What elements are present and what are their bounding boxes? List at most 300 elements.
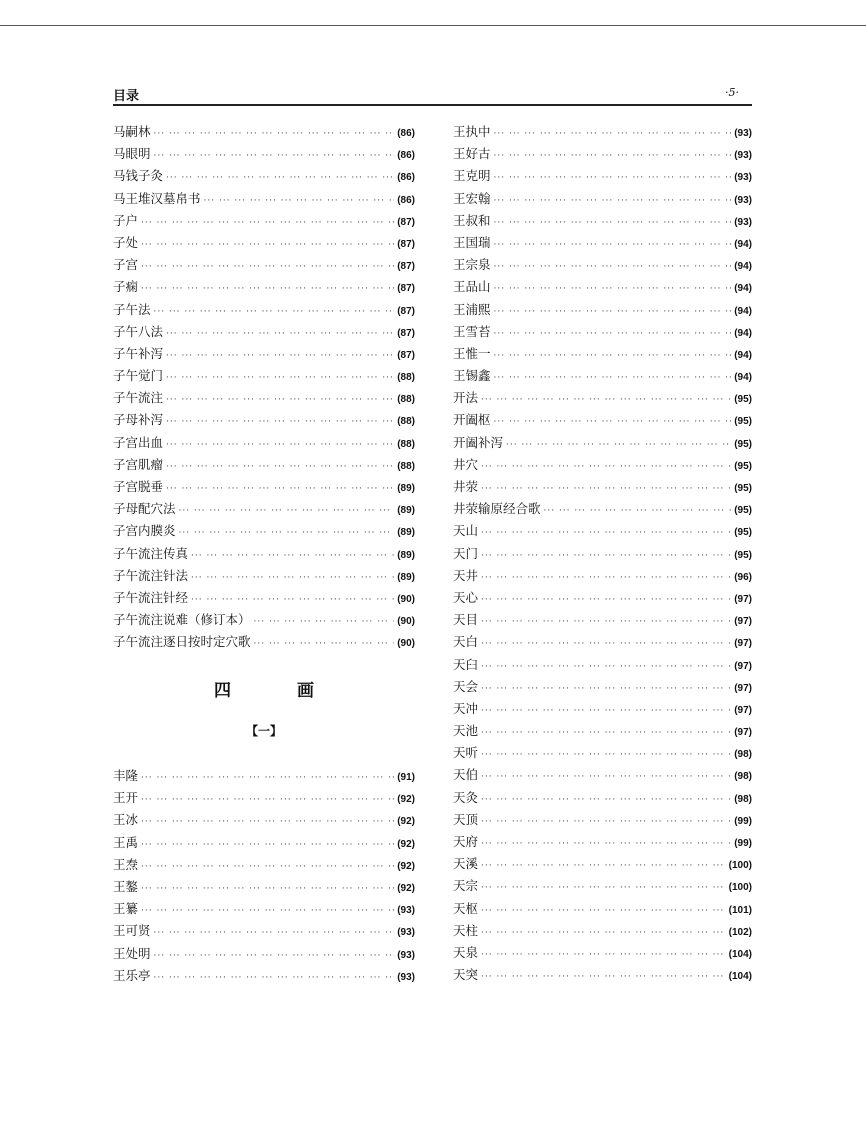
dot-leader: [166, 462, 394, 472]
toc-entry: [113, 144, 415, 166]
dot-leader: [141, 773, 394, 783]
entry-name: 子户: [113, 212, 139, 228]
entry-page: (97): [734, 727, 752, 739]
toc-entry: [453, 233, 752, 255]
toc-entry: [453, 876, 752, 898]
entry-name: 马嗣林: [113, 124, 151, 139]
page-number: ·5·: [725, 86, 739, 99]
dot-leader: [494, 329, 732, 339]
entry-page: (94): [734, 327, 752, 339]
toc-left-column: [113, 122, 415, 655]
entry-page: (102): [728, 926, 752, 938]
dot-leader: [481, 462, 731, 472]
entry-page: (90): [397, 616, 415, 628]
dot-leader: [191, 595, 394, 605]
dot-leader: [481, 617, 731, 627]
entry-name: 王宗泉: [453, 257, 491, 273]
entry-name: 子痫: [113, 279, 139, 295]
entry-page: (86): [397, 150, 415, 162]
entry-page: (86): [397, 128, 415, 139]
entry-name: 王品山: [453, 279, 491, 295]
toc-entry: [113, 610, 415, 632]
entry-page: (95): [734, 549, 752, 561]
dot-leader: [179, 528, 395, 538]
entry-name: 子宫: [113, 257, 139, 273]
dot-leader: [494, 373, 732, 383]
dot-leader: [166, 351, 394, 361]
toc-entry: [113, 166, 415, 188]
dot-leader: [141, 218, 394, 228]
toc-entry: [113, 921, 415, 943]
dot-leader: [141, 862, 394, 872]
entry-page: (88): [397, 416, 415, 428]
dot-leader: [254, 617, 395, 627]
entry-page: (89): [397, 505, 415, 517]
dot-leader: [254, 639, 395, 649]
toc-entry: [453, 788, 752, 810]
entry-page: (93): [734, 128, 752, 139]
dot-leader: [141, 906, 394, 916]
dot-leader: [481, 795, 731, 805]
entry-name: 井穴: [453, 456, 479, 472]
toc-entry: [453, 477, 752, 499]
entry-name: 马王堆汉墓帛书: [113, 190, 201, 206]
entry-name: 天冲: [453, 700, 479, 716]
toc-entry: [113, 388, 415, 410]
entry-name: 开阖枢: [453, 412, 491, 428]
toc-entry: [453, 699, 752, 721]
toc-entry: [453, 655, 752, 677]
entry-page: (94): [734, 372, 752, 384]
toc-entry: [453, 366, 752, 388]
dot-leader: [481, 883, 726, 893]
toc-entry: [453, 677, 752, 699]
entry-name: 子午流注逐日按时定穴歌: [113, 634, 251, 650]
entry-name: 天宗: [453, 878, 479, 894]
toc-right-column: [453, 122, 752, 987]
dot-leader: [494, 129, 732, 139]
entry-page: (87): [397, 305, 415, 317]
entry-name: 子宫脱垂: [113, 479, 164, 494]
entry-page: (104): [728, 971, 752, 983]
entry-page: (93): [397, 905, 415, 917]
entry-name: 天池: [453, 723, 479, 739]
entry-name: 天门: [453, 545, 479, 561]
top-divider: [0, 25, 866, 26]
entry-name: 天府: [453, 834, 479, 849]
dot-leader: [481, 706, 731, 716]
entry-page: (89): [397, 549, 415, 561]
entry-name: 子母补泻: [113, 412, 164, 428]
dot-leader: [141, 817, 394, 827]
entry-page: (94): [734, 349, 752, 361]
dot-leader: [191, 551, 394, 561]
toc-entry: [453, 388, 752, 410]
dot-leader: [494, 262, 732, 272]
entry-page: (94): [734, 305, 752, 317]
entry-name: 子处: [113, 234, 139, 250]
entry-name: 王执中: [453, 124, 491, 139]
toc-entry: [453, 721, 752, 743]
toc-entry: [113, 566, 415, 588]
entry-page: (87): [397, 349, 415, 361]
entry-name: 王好古: [453, 146, 491, 162]
toc-entry: [453, 277, 752, 299]
toc-entry: [453, 211, 752, 233]
entry-page: (100): [728, 882, 752, 894]
toc-entry: [113, 544, 415, 566]
dot-leader: [481, 861, 726, 871]
dot-leader: [154, 151, 395, 161]
dot-leader: [481, 528, 731, 538]
dot-leader: [481, 750, 731, 760]
toc-entry: [113, 255, 415, 277]
dot-leader: [494, 240, 732, 250]
dot-leader: [154, 307, 395, 317]
entry-page: (95): [734, 527, 752, 539]
entry-name: 子宫内膜炎: [113, 523, 176, 539]
entry-page: (92): [397, 882, 415, 894]
dot-leader: [154, 928, 395, 938]
dot-leader: [494, 307, 732, 317]
entry-page: (97): [734, 704, 752, 716]
entry-page: (93): [397, 927, 415, 939]
dot-leader: [494, 173, 732, 183]
header-title: 目录: [113, 89, 140, 104]
entry-name: 子午法: [113, 301, 151, 317]
dot-leader: [204, 196, 395, 206]
entry-page: (94): [734, 261, 752, 273]
dot-leader: [166, 417, 394, 427]
dot-leader: [141, 884, 394, 894]
toc-entry: [113, 410, 415, 432]
dot-leader: [481, 551, 731, 561]
dot-leader: [481, 484, 731, 494]
entry-name: 子午流注传真: [113, 545, 189, 561]
entry-page: (88): [397, 438, 415, 450]
entry-page: (98): [734, 771, 752, 783]
entry-page: (99): [734, 838, 752, 849]
dot-leader: [481, 395, 731, 405]
entry-page: (95): [734, 438, 752, 450]
toc-entry: [453, 610, 752, 632]
entry-page: (95): [734, 416, 752, 428]
entry-name: 王开: [113, 790, 139, 806]
toc-entry: [453, 832, 752, 854]
dot-leader: [166, 484, 394, 494]
dot-leader: [481, 839, 731, 849]
dot-leader: [494, 151, 732, 161]
entry-page: (89): [397, 483, 415, 494]
entry-name: 马眼明: [113, 146, 151, 162]
entry-page: (87): [397, 216, 415, 228]
entry-name: 子午觉门: [113, 368, 164, 384]
dot-leader: [166, 173, 394, 183]
dot-leader: [494, 417, 732, 427]
section-subtitle: 【一】: [245, 724, 282, 738]
entry-page: (90): [397, 593, 415, 605]
entry-page: (101): [728, 904, 752, 916]
entry-page: (98): [734, 793, 752, 805]
entry-page: (92): [397, 794, 415, 806]
dot-leader: [481, 928, 726, 938]
toc-entry: [453, 943, 752, 965]
entry-page: (89): [397, 571, 415, 583]
entry-page: (97): [734, 682, 752, 694]
entry-name: 天柱: [453, 922, 479, 938]
toc-entry: [453, 743, 752, 765]
dot-leader: [481, 639, 731, 649]
dot-leader: [141, 284, 394, 294]
dot-leader: [141, 262, 394, 272]
entry-name: 井荥: [453, 479, 479, 494]
entry-name: 天目: [453, 612, 479, 628]
entry-name: 王禹: [113, 834, 139, 850]
toc-entry: [453, 344, 752, 366]
dot-leader: [141, 795, 394, 805]
entry-page: (88): [397, 394, 415, 406]
entry-page: (104): [728, 948, 752, 960]
entry-page: (90): [397, 638, 415, 650]
dot-leader: [166, 395, 394, 405]
entry-name: 马钱子灸: [113, 168, 164, 184]
dot-leader: [494, 284, 732, 294]
toc-entry: [453, 566, 752, 588]
entry-name: 丰隆: [113, 768, 139, 783]
toc-entry: [453, 521, 752, 543]
entry-name: 子午流注: [113, 390, 164, 406]
dot-leader: [481, 573, 731, 583]
entry-page: (89): [397, 527, 415, 539]
entry-page: (93): [734, 194, 752, 206]
entry-page: (87): [397, 261, 415, 273]
dot-leader: [494, 196, 732, 206]
entry-name: 王宏翰: [453, 190, 491, 206]
toc-entry: [453, 433, 752, 455]
toc-entry: [113, 433, 415, 455]
toc-entry: [453, 322, 752, 344]
entry-name: 子午补泻: [113, 345, 164, 361]
toc-entry: [113, 344, 415, 366]
entry-page: (87): [397, 238, 415, 250]
toc-section-column: [113, 766, 415, 988]
entry-name: 开阖补泻: [453, 434, 504, 450]
toc-entry: [113, 899, 415, 921]
entry-name: 王惟一: [453, 345, 491, 361]
dot-leader: [481, 972, 726, 982]
toc-entry: [453, 632, 752, 654]
entry-page: (97): [734, 616, 752, 628]
entry-page: (97): [734, 660, 752, 672]
entry-name: 王乐亭: [113, 967, 151, 983]
toc-entry: [113, 300, 415, 322]
entry-page: (97): [734, 593, 752, 605]
entry-name: 天会: [453, 678, 479, 694]
entry-name: 天白: [453, 634, 479, 650]
toc-entry: [113, 477, 415, 499]
dot-leader: [141, 240, 394, 250]
entry-name: 天溪: [453, 856, 479, 872]
dot-leader: [141, 840, 394, 850]
entry-name: 天井: [453, 567, 479, 583]
entry-name: 王雪苔: [453, 323, 491, 339]
dot-leader: [166, 440, 394, 450]
dot-leader: [544, 506, 732, 516]
toc-entry: [453, 921, 752, 943]
entry-name: 子午八法: [113, 323, 164, 339]
entry-page: (95): [734, 460, 752, 472]
toc-entry: [453, 854, 752, 876]
entry-name: 子母配穴法: [113, 501, 176, 517]
entry-name: 天听: [453, 745, 479, 761]
entry-name: 天突: [453, 967, 479, 983]
entry-name: 子宫出血: [113, 434, 164, 450]
dot-leader: [481, 728, 731, 738]
entry-name: 子宫肌瘤: [113, 456, 164, 472]
entry-page: (92): [397, 816, 415, 828]
entry-name: 天泉: [453, 944, 479, 960]
toc-entry: [453, 300, 752, 322]
entry-name: 王可贤: [113, 923, 151, 939]
toc-entry: [113, 233, 415, 255]
dot-leader: [166, 373, 394, 383]
toc-entry: [113, 944, 415, 966]
entry-name: 天臼: [453, 656, 479, 672]
entry-page: (95): [734, 394, 752, 406]
entry-page: (97): [734, 638, 752, 650]
dot-leader: [179, 506, 395, 516]
entry-page: (92): [397, 838, 415, 850]
toc-entry: [453, 810, 752, 832]
toc-entry: [453, 899, 752, 921]
entry-name: 王锡鑫: [453, 368, 491, 384]
entry-name: 井荥输原经合歌: [453, 501, 541, 517]
toc-entry: [453, 410, 752, 432]
entry-page: (94): [734, 238, 752, 250]
toc-entry: [113, 189, 415, 211]
dot-leader: [481, 595, 731, 605]
toc-entry: [453, 189, 752, 211]
entry-page: (93): [734, 172, 752, 184]
toc-entry: [113, 788, 415, 810]
entry-name: 天心: [453, 589, 479, 605]
entry-page: (99): [734, 815, 752, 827]
entry-name: 天山: [453, 523, 479, 539]
entry-name: 天伯: [453, 767, 479, 783]
entry-page: (87): [397, 283, 415, 295]
toc-entry: [113, 521, 415, 543]
toc-entry: [113, 122, 415, 144]
toc-entry: [453, 499, 752, 521]
entry-page: (98): [734, 749, 752, 761]
entry-page: (87): [397, 327, 415, 339]
section-title: 四 画: [214, 681, 314, 701]
toc-entry: [113, 766, 415, 788]
entry-name: 王冰: [113, 812, 139, 828]
toc-entry: [453, 144, 752, 166]
toc-entry: [113, 322, 415, 344]
toc-entry: [113, 211, 415, 233]
dot-leader: [494, 218, 732, 228]
dot-leader: [154, 973, 395, 983]
toc-entry: [113, 277, 415, 299]
dot-leader: [481, 662, 731, 672]
entry-page: (92): [397, 860, 415, 872]
entry-page: (100): [728, 860, 752, 872]
dot-leader: [481, 906, 726, 916]
entry-name: 王鏊: [113, 878, 139, 894]
entry-page: (95): [734, 483, 752, 494]
toc-entry: [113, 833, 415, 855]
toc-entry: [453, 765, 752, 787]
toc-entry: [453, 166, 752, 188]
entry-name: 天枢: [453, 900, 479, 916]
dot-leader: [191, 573, 394, 583]
dot-leader: [154, 951, 395, 961]
dot-leader: [494, 351, 732, 361]
toc-entry: [453, 122, 752, 144]
entry-page: (86): [397, 172, 415, 184]
entry-page: (93): [734, 216, 752, 228]
entry-name: 王克明: [453, 168, 491, 184]
entry-name: 天灸: [453, 789, 479, 805]
entry-page: (88): [397, 460, 415, 472]
entry-name: 王纂: [113, 901, 139, 917]
entry-name: 开法: [453, 390, 479, 406]
entry-name: 王焘: [113, 856, 139, 872]
toc-entry: [113, 455, 415, 477]
entry-page: (88): [397, 372, 415, 384]
entry-name: 子午流注针法: [113, 567, 189, 583]
entry-page: (95): [734, 505, 752, 517]
entry-page: (93): [397, 971, 415, 983]
header-rule: [113, 104, 752, 106]
entry-name: 子午流注说难（修订本）: [113, 612, 251, 628]
entry-name: 子午流注针经: [113, 589, 189, 605]
entry-name: 天顶: [453, 811, 479, 827]
toc-entry: [453, 965, 752, 987]
dot-leader: [481, 772, 731, 782]
toc-entry: [113, 877, 415, 899]
entry-page: (94): [734, 283, 752, 295]
dot-leader: [154, 129, 395, 139]
toc-entry: [113, 588, 415, 610]
entry-page: (96): [734, 571, 752, 583]
dot-leader: [506, 440, 731, 450]
entry-name: 王处明: [113, 945, 151, 961]
entry-page: (91): [397, 772, 415, 783]
toc-entry: [113, 855, 415, 877]
toc-entry: [113, 632, 415, 654]
entry-name: 王叔和: [453, 212, 491, 228]
entry-name: 王国瑞: [453, 234, 491, 250]
toc-entry: [453, 544, 752, 566]
toc-entry: [453, 455, 752, 477]
dot-leader: [481, 817, 731, 827]
toc-entry: [453, 588, 752, 610]
dot-leader: [481, 684, 731, 694]
toc-entry: [113, 810, 415, 832]
toc-entry: [113, 366, 415, 388]
entry-page: (93): [397, 949, 415, 961]
dot-leader: [166, 329, 394, 339]
toc-entry: [113, 966, 415, 988]
entry-page: (86): [397, 194, 415, 206]
toc-entry: [113, 499, 415, 521]
toc-entry: [453, 255, 752, 277]
entry-page: (93): [734, 150, 752, 162]
dot-leader: [481, 950, 726, 960]
